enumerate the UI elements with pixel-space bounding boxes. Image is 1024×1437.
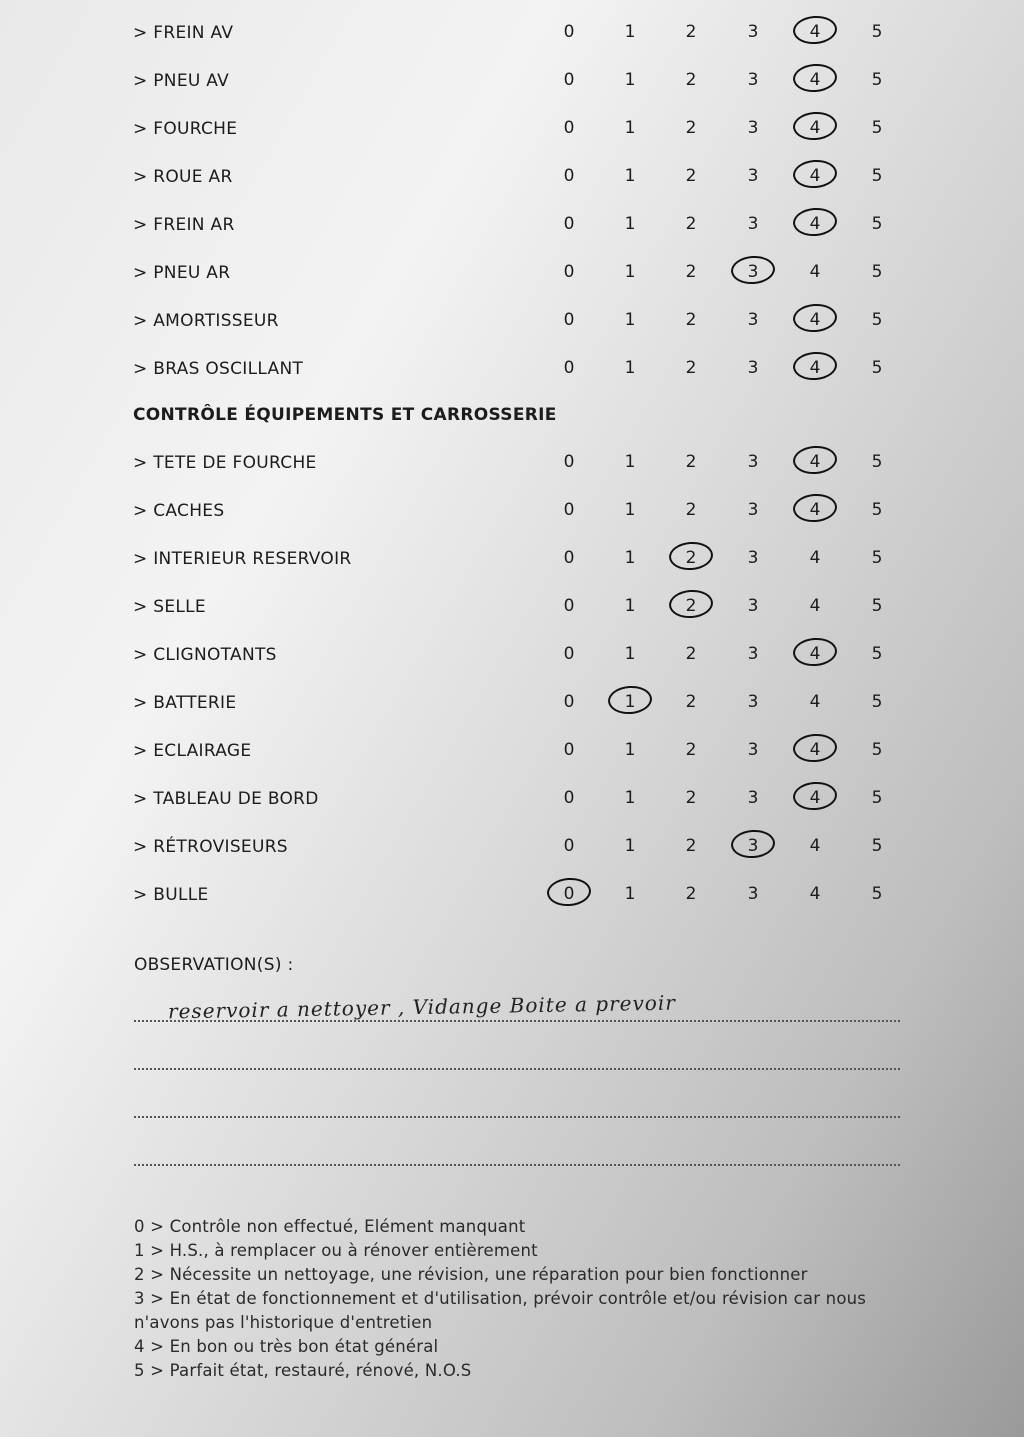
- score-option[interactable]: 4: [809, 118, 821, 138]
- score-option[interactable]: 2: [685, 22, 697, 42]
- item-label: > SELLE: [133, 597, 206, 617]
- item-label: > AMORTISSEUR: [133, 311, 279, 331]
- score-option[interactable]: 5: [871, 310, 883, 330]
- item-label: > PNEU AV: [133, 71, 230, 91]
- score-option[interactable]: 1: [624, 358, 636, 378]
- legend-line: 4 > En bon ou très bon état général: [134, 1337, 439, 1356]
- score-option[interactable]: 1: [624, 452, 636, 472]
- selected-score-circle: [792, 350, 838, 381]
- score-option[interactable]: 2: [685, 740, 697, 760]
- legend-line: 5 > Parfait état, restauré, rénové, N.O.S: [134, 1361, 472, 1380]
- section-title: CONTRÔLE ÉQUIPEMENTS ET CARROSSERIE: [133, 405, 557, 425]
- score-option[interactable]: 5: [871, 548, 883, 568]
- selected-score-circle: [792, 62, 838, 93]
- item-label: > BULLE: [133, 885, 209, 905]
- score-option[interactable]: 0: [563, 692, 575, 712]
- score-option[interactable]: 2: [685, 262, 697, 282]
- score-option[interactable]: 3: [747, 262, 759, 282]
- score-option[interactable]: 1: [624, 118, 636, 138]
- selected-score-circle: [792, 780, 838, 811]
- score-option[interactable]: 4: [809, 740, 821, 760]
- legend-line: 3 > En état de fonctionnement et d'utilisation, prévoir contrôle et/ou révision car nous: [134, 1289, 867, 1308]
- selected-score-circle: [792, 636, 838, 667]
- score-option[interactable]: 4: [809, 358, 821, 378]
- legend-line: 1 > H.S., à remplacer ou à rénover entièrement: [134, 1241, 538, 1260]
- item-label: > TABLEAU DE BORD: [133, 789, 319, 809]
- item-label: > ROUE AR: [133, 167, 233, 187]
- score-option[interactable]: 0: [563, 70, 575, 90]
- score-option[interactable]: 5: [871, 118, 883, 138]
- score-option[interactable]: 2: [685, 596, 697, 616]
- score-option[interactable]: 1: [624, 836, 636, 856]
- handwritten-observation: reservoir a nettoyer , Vidange Boite a prevoir: [167, 990, 676, 1024]
- score-option[interactable]: 0: [563, 358, 575, 378]
- legend-line: 2 > Nécessite un nettoyage, une révision, une réparation pour bien fonctionner: [134, 1265, 808, 1284]
- score-option[interactable]: 0: [563, 884, 575, 904]
- checklist-row: [0, 443, 1024, 483]
- score-option[interactable]: 0: [563, 788, 575, 808]
- score-option[interactable]: 3: [747, 836, 759, 856]
- checklist-row: [0, 157, 1024, 197]
- item-label: > CACHES: [133, 501, 225, 521]
- score-option[interactable]: 4: [809, 262, 821, 282]
- selected-score-circle: [668, 588, 714, 619]
- score-option[interactable]: 4: [809, 644, 821, 664]
- selected-score-circle: [792, 444, 838, 475]
- selected-score-circle: [792, 206, 838, 237]
- score-option[interactable]: 5: [871, 740, 883, 760]
- score-option[interactable]: 5: [871, 788, 883, 808]
- item-label: > FOURCHE: [133, 119, 238, 139]
- score-option[interactable]: 1: [624, 548, 636, 568]
- item-label: > BATTERIE: [133, 693, 237, 713]
- score-option[interactable]: 4: [809, 70, 821, 90]
- score-option[interactable]: 0: [563, 500, 575, 520]
- score-option[interactable]: 5: [871, 836, 883, 856]
- score-option[interactable]: 2: [685, 214, 697, 234]
- score-option[interactable]: 2: [685, 548, 697, 568]
- observation-line: [134, 1164, 900, 1166]
- score-option[interactable]: 3: [747, 22, 759, 42]
- selected-score-circle: [792, 732, 838, 763]
- score-option[interactable]: 3: [747, 788, 759, 808]
- item-label: > FREIN AV: [133, 23, 234, 43]
- score-option[interactable]: 3: [747, 500, 759, 520]
- score-option[interactable]: 5: [871, 22, 883, 42]
- score-option[interactable]: 1: [624, 884, 636, 904]
- score-option[interactable]: 4: [809, 836, 821, 856]
- observation-line: [134, 1116, 900, 1118]
- selected-score-circle: [730, 254, 776, 285]
- score-option[interactable]: 0: [563, 214, 575, 234]
- selected-score-circle: [792, 492, 838, 523]
- item-label: > INTERIEUR RESERVOIR: [133, 549, 352, 569]
- selected-score-circle: [792, 158, 838, 189]
- score-option[interactable]: 3: [747, 214, 759, 234]
- score-option[interactable]: 4: [809, 166, 821, 186]
- score-option[interactable]: 2: [685, 836, 697, 856]
- checklist-row: [0, 109, 1024, 149]
- score-option[interactable]: 5: [871, 644, 883, 664]
- score-option[interactable]: 2: [685, 310, 697, 330]
- score-option[interactable]: 5: [871, 358, 883, 378]
- score-option[interactable]: 1: [624, 500, 636, 520]
- selected-score-circle: [792, 302, 838, 333]
- checklist-row: [0, 253, 1024, 293]
- score-option[interactable]: 3: [747, 692, 759, 712]
- checklist-row: [0, 587, 1024, 627]
- item-label: > BRAS OSCILLANT: [133, 359, 304, 379]
- checklist-row: [0, 635, 1024, 675]
- selected-score-circle: [546, 876, 592, 907]
- item-label: > TETE DE FOURCHE: [133, 453, 317, 473]
- checklist-row: [0, 491, 1024, 531]
- checklist-row: [0, 683, 1024, 723]
- score-option[interactable]: 1: [624, 262, 636, 282]
- score-option[interactable]: 4: [809, 788, 821, 808]
- item-label: > RÉTROVISEURS: [133, 837, 288, 857]
- score-option[interactable]: 2: [685, 166, 697, 186]
- score-option[interactable]: 3: [747, 452, 759, 472]
- item-label: > PNEU AR: [133, 263, 231, 283]
- score-option[interactable]: 1: [624, 740, 636, 760]
- checklist-row: [0, 61, 1024, 101]
- score-option[interactable]: 1: [624, 310, 636, 330]
- score-option[interactable]: 0: [563, 836, 575, 856]
- score-option[interactable]: 5: [871, 262, 883, 282]
- score-option[interactable]: 5: [871, 692, 883, 712]
- selected-score-circle: [792, 14, 838, 45]
- checklist-row: [0, 349, 1024, 389]
- checklist-row: [0, 13, 1024, 53]
- score-option[interactable]: 4: [809, 500, 821, 520]
- score-option[interactable]: 2: [685, 452, 697, 472]
- checklist-row: [0, 875, 1024, 915]
- score-option[interactable]: 5: [871, 166, 883, 186]
- selected-score-circle: [730, 828, 776, 859]
- checklist-row: [0, 301, 1024, 341]
- score-option[interactable]: 4: [809, 452, 821, 472]
- rating-legend: [134, 1215, 866, 1383]
- score-option[interactable]: 3: [747, 358, 759, 378]
- observation-line: [134, 1068, 900, 1070]
- legend-line: 0 > Contrôle non effectué, Elément manquant: [134, 1217, 526, 1236]
- checklist-row: [0, 205, 1024, 245]
- score-option[interactable]: 0: [563, 548, 575, 568]
- score-option[interactable]: 2: [685, 500, 697, 520]
- score-option[interactable]: 2: [685, 358, 697, 378]
- score-option[interactable]: 3: [747, 548, 759, 568]
- score-option[interactable]: 5: [871, 70, 883, 90]
- score-option[interactable]: 5: [871, 596, 883, 616]
- item-label: > ECLAIRAGE: [133, 741, 252, 761]
- score-option[interactable]: 4: [809, 310, 821, 330]
- selected-score-circle: [607, 684, 653, 715]
- score-option[interactable]: 0: [563, 118, 575, 138]
- item-label: > CLIGNOTANTS: [133, 645, 277, 665]
- score-option[interactable]: 2: [685, 884, 697, 904]
- score-option[interactable]: 5: [871, 884, 883, 904]
- score-option[interactable]: 3: [747, 310, 759, 330]
- observations-title: OBSERVATION(S) :: [134, 955, 294, 975]
- score-option[interactable]: 3: [747, 740, 759, 760]
- selected-score-circle: [668, 540, 714, 571]
- score-option[interactable]: 1: [624, 166, 636, 186]
- score-option[interactable]: 5: [871, 452, 883, 472]
- score-option[interactable]: 1: [624, 644, 636, 664]
- score-option[interactable]: 2: [685, 692, 697, 712]
- score-option[interactable]: 1: [624, 214, 636, 234]
- checklist-row: [0, 539, 1024, 579]
- score-option[interactable]: 3: [747, 884, 759, 904]
- score-option[interactable]: 0: [563, 452, 575, 472]
- score-option[interactable]: 2: [685, 788, 697, 808]
- score-option[interactable]: 0: [563, 22, 575, 42]
- score-option[interactable]: 1: [624, 596, 636, 616]
- score-option[interactable]: 4: [809, 22, 821, 42]
- score-option[interactable]: 5: [871, 214, 883, 234]
- score-option[interactable]: 2: [685, 644, 697, 664]
- score-option[interactable]: 3: [747, 596, 759, 616]
- selected-score-circle: [792, 110, 838, 141]
- score-option[interactable]: 5: [871, 500, 883, 520]
- score-option[interactable]: 0: [563, 310, 575, 330]
- score-option[interactable]: 4: [809, 548, 821, 568]
- score-option[interactable]: 1: [624, 70, 636, 90]
- score-option[interactable]: 2: [685, 70, 697, 90]
- checklist-row: [0, 827, 1024, 867]
- score-option[interactable]: 0: [563, 596, 575, 616]
- score-option[interactable]: 3: [747, 166, 759, 186]
- score-option[interactable]: 0: [563, 644, 575, 664]
- score-option[interactable]: 1: [624, 692, 636, 712]
- checklist-row: [0, 779, 1024, 819]
- score-option[interactable]: 0: [563, 740, 575, 760]
- score-option[interactable]: 4: [809, 596, 821, 616]
- item-label: > FREIN AR: [133, 215, 235, 235]
- score-option[interactable]: 0: [563, 166, 575, 186]
- score-option[interactable]: 3: [747, 118, 759, 138]
- legend-line: n'avons pas l'historique d'entretien: [134, 1313, 433, 1332]
- score-option[interactable]: 1: [624, 22, 636, 42]
- score-option[interactable]: 4: [809, 884, 821, 904]
- score-option[interactable]: 3: [747, 644, 759, 664]
- observation-line: [134, 1020, 900, 1022]
- score-option[interactable]: 4: [809, 692, 821, 712]
- score-option[interactable]: 2: [685, 118, 697, 138]
- checklist-row: [0, 731, 1024, 771]
- score-option[interactable]: 1: [624, 788, 636, 808]
- score-option[interactable]: 4: [809, 214, 821, 234]
- score-option[interactable]: 3: [747, 70, 759, 90]
- score-option[interactable]: 0: [563, 262, 575, 282]
